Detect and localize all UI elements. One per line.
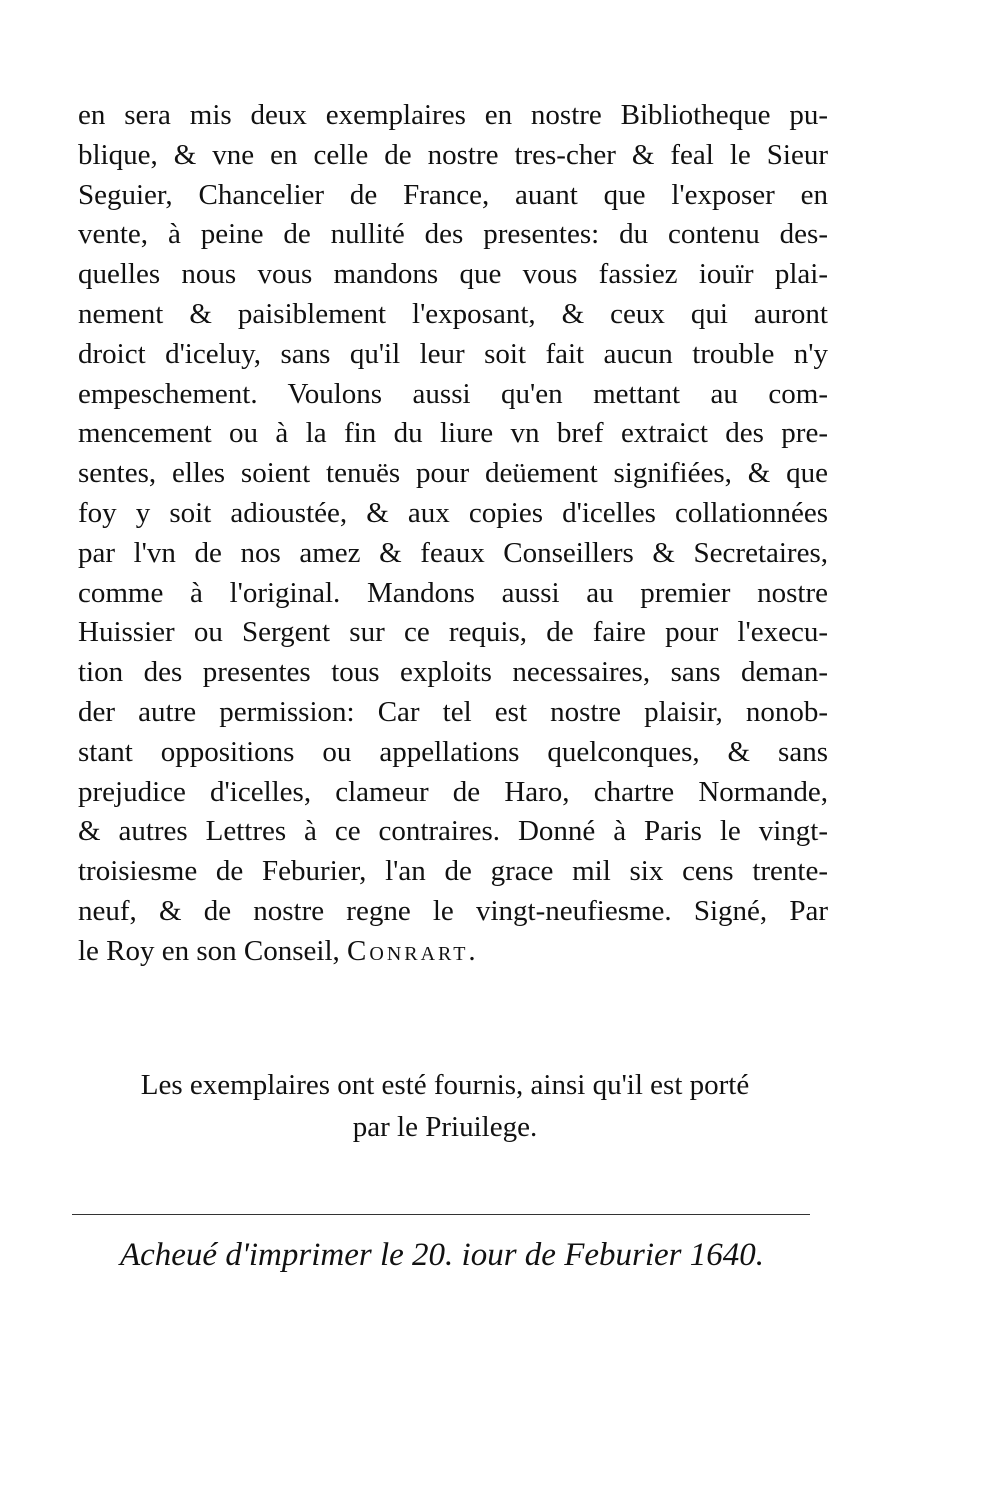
body-line: par l'vn de nos amez & feaux Conseillers & Secretaires, xyxy=(78,536,828,569)
body-line: prejudice d'icelles, clameur de Haro, chartre Normande, xyxy=(78,775,828,808)
body-line: vente, à peine de nullité des presentes: du contenu des- xyxy=(78,218,828,251)
signature-name: Conrart. xyxy=(347,934,479,967)
closing-line-text: le Roy en son Conseil, xyxy=(78,934,348,967)
body-line: droict d'iceluy, sans qu'il leur soit fait aucun trouble n'y xyxy=(78,337,828,370)
body-line: tion des presentes tous exploits necessaires, sans deman- xyxy=(78,656,828,689)
body-line: foy y soit adioustée, & aux copies d'icelles collationnées xyxy=(78,496,828,529)
body-line: quelles nous vous mandons que vous fassiez iouïr plai- xyxy=(78,258,828,291)
closing-line xyxy=(78,932,828,972)
colophon: Acheué d'imprimer le 20. iour de Feburier 1640. xyxy=(119,1237,764,1273)
body-line: empeschement. Voulons aussi qu'en mettant au com- xyxy=(78,377,828,410)
body-line: sentes, elles soient tenuës pour deüement signifiées, & que xyxy=(78,457,828,490)
body-line: troisiesme de Feburier, l'an de grace mil six cens trente- xyxy=(78,855,828,888)
body-line: blique, & vne en celle de nostre tres-cher & feal le Sieur xyxy=(78,138,828,171)
privilege-body-text xyxy=(78,96,828,972)
note-line: Les exemplaires ont esté fournis, ainsi qu'il est porté xyxy=(140,1069,750,1101)
body-line: Seguier, Chancelier de France, auant que l'exposer en xyxy=(78,178,828,211)
body-line: stant oppositions ou appellations quelconques, & sans xyxy=(78,735,828,768)
body-line: comme à l'original. Mandons aussi au premier nostre xyxy=(78,576,828,609)
body-line: mencement ou à la fin du liure vn bref extraict des pre- xyxy=(78,417,828,450)
body-line: Huissier ou Sergent sur ce requis, de faire pour l'execu- xyxy=(78,616,828,649)
body-line: nement & paisiblement l'exposant, & ceux qui auront xyxy=(78,297,828,330)
horizontal-rule xyxy=(72,1214,810,1215)
body-line: neuf, & de nostre regne le vingt-neufiesme. Signé, Par xyxy=(78,894,828,927)
body-line: & autres Lettres à ce contraires. Donné à Paris le vingt- xyxy=(78,815,828,848)
body-line: en sera mis deux exemplaires en nostre Bibliotheque pu- xyxy=(78,99,828,131)
note-line: par le Priuilege. xyxy=(352,1111,538,1143)
body-line: der autre permission: Car tel est nostre plaisir, nonob- xyxy=(78,695,828,728)
copies-note xyxy=(90,1064,800,1148)
